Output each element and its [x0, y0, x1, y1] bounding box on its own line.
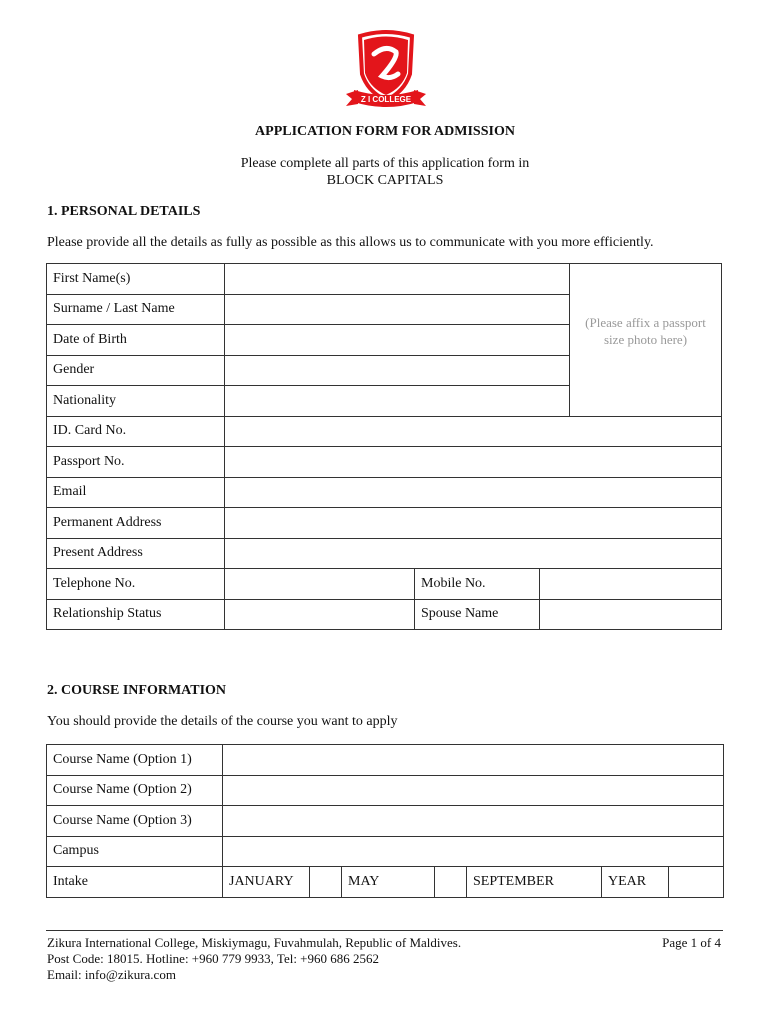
permanent-address-label: Permanent Address [47, 508, 225, 539]
surname-field[interactable] [225, 294, 570, 325]
footer-email: Email: info@zikura.com [47, 967, 176, 982]
college-logo [338, 30, 434, 116]
personal-details-table [46, 263, 722, 630]
intake-label: Intake [47, 867, 223, 898]
dob-field[interactable] [225, 325, 570, 356]
form-title: APPLICATION FORM FOR ADMISSION [255, 124, 515, 139]
course-info-table [46, 744, 724, 898]
first-name-label: First Name(s) [47, 264, 225, 295]
present-address-field[interactable] [225, 538, 722, 569]
logo-text: Z I COLLEGE [360, 95, 412, 104]
relationship-field[interactable] [225, 599, 415, 630]
intro-text [0, 155, 770, 189]
course-opt3-label: Course Name (Option 3) [47, 806, 223, 837]
permanent-address-field[interactable] [225, 508, 722, 539]
page-number: Page 1 of 4 [662, 935, 721, 950]
table-row [47, 264, 722, 295]
table-row [47, 538, 722, 569]
passport-label: Passport No. [47, 447, 225, 478]
section-1-instruction: Please provide all the details as fully as possible as this allows us to communicate with you more efficiently. [47, 235, 654, 250]
spouse-field[interactable] [540, 599, 722, 630]
relationship-label: Relationship Status [47, 599, 225, 630]
footer-divider [46, 930, 723, 931]
intake-year-label: YEAR [602, 867, 669, 898]
present-address-label: Present Address [47, 538, 225, 569]
table-row [47, 867, 724, 898]
table-row [47, 477, 722, 508]
mobile-label: Mobile No. [415, 569, 540, 600]
course-opt1-field[interactable] [223, 745, 724, 776]
table-row [47, 447, 722, 478]
course-opt2-label: Course Name (Option 2) [47, 775, 223, 806]
footer [47, 935, 461, 983]
intake-september-label: SEPTEMBER [467, 867, 602, 898]
section-1-heading: 1. PERSONAL DETAILS [47, 204, 201, 219]
gender-field[interactable] [225, 355, 570, 386]
intake-may-checkbox[interactable] [435, 867, 467, 898]
table-row [47, 416, 722, 447]
photo-box[interactable]: (Please affix a passport size photo here) [570, 264, 722, 417]
nationality-field[interactable] [225, 386, 570, 417]
footer-contact: Post Code: 18015. Hotline: +960 779 9933, Tel: +960 686 2562 [47, 951, 380, 966]
course-opt2-field[interactable] [223, 775, 724, 806]
passport-field[interactable] [225, 447, 722, 478]
intake-year-field[interactable] [669, 867, 724, 898]
table-row [47, 775, 724, 806]
footer-address: Zikura International College, Miskiymagu, Fuvahmulah, Republic of Maldives. [47, 935, 462, 950]
id-card-field[interactable] [225, 416, 722, 447]
nationality-label: Nationality [47, 386, 225, 417]
campus-label: Campus [47, 836, 223, 867]
first-name-field[interactable] [225, 264, 570, 295]
table-row [47, 745, 724, 776]
email-field[interactable] [225, 477, 722, 508]
section-2-instruction: You should provide the details of the course you want to apply [47, 714, 398, 729]
section-2-heading: 2. COURSE INFORMATION [47, 683, 227, 698]
mobile-field[interactable] [540, 569, 722, 600]
intro-line-1: Please complete all parts of this application form in [240, 156, 530, 171]
course-opt3-field[interactable] [223, 806, 724, 837]
table-row [47, 806, 724, 837]
course-opt1-label: Course Name (Option 1) [47, 745, 223, 776]
intake-may-label: MAY [342, 867, 435, 898]
table-row [47, 508, 722, 539]
intake-january-checkbox[interactable] [310, 867, 342, 898]
id-card-label: ID. Card No. [47, 416, 225, 447]
table-row [47, 569, 722, 600]
telephone-label: Telephone No. [47, 569, 225, 600]
gender-label: Gender [47, 355, 225, 386]
dob-label: Date of Birth [47, 325, 225, 356]
table-row [47, 599, 722, 630]
table-row [47, 836, 724, 867]
email-label: Email [47, 477, 225, 508]
surname-label: Surname / Last Name [47, 294, 225, 325]
intake-january-label: JANUARY [223, 867, 310, 898]
campus-field[interactable] [223, 836, 724, 867]
telephone-field[interactable] [225, 569, 415, 600]
intro-line-2: BLOCK CAPITALS [326, 173, 444, 188]
spouse-label: Spouse Name [415, 599, 540, 630]
